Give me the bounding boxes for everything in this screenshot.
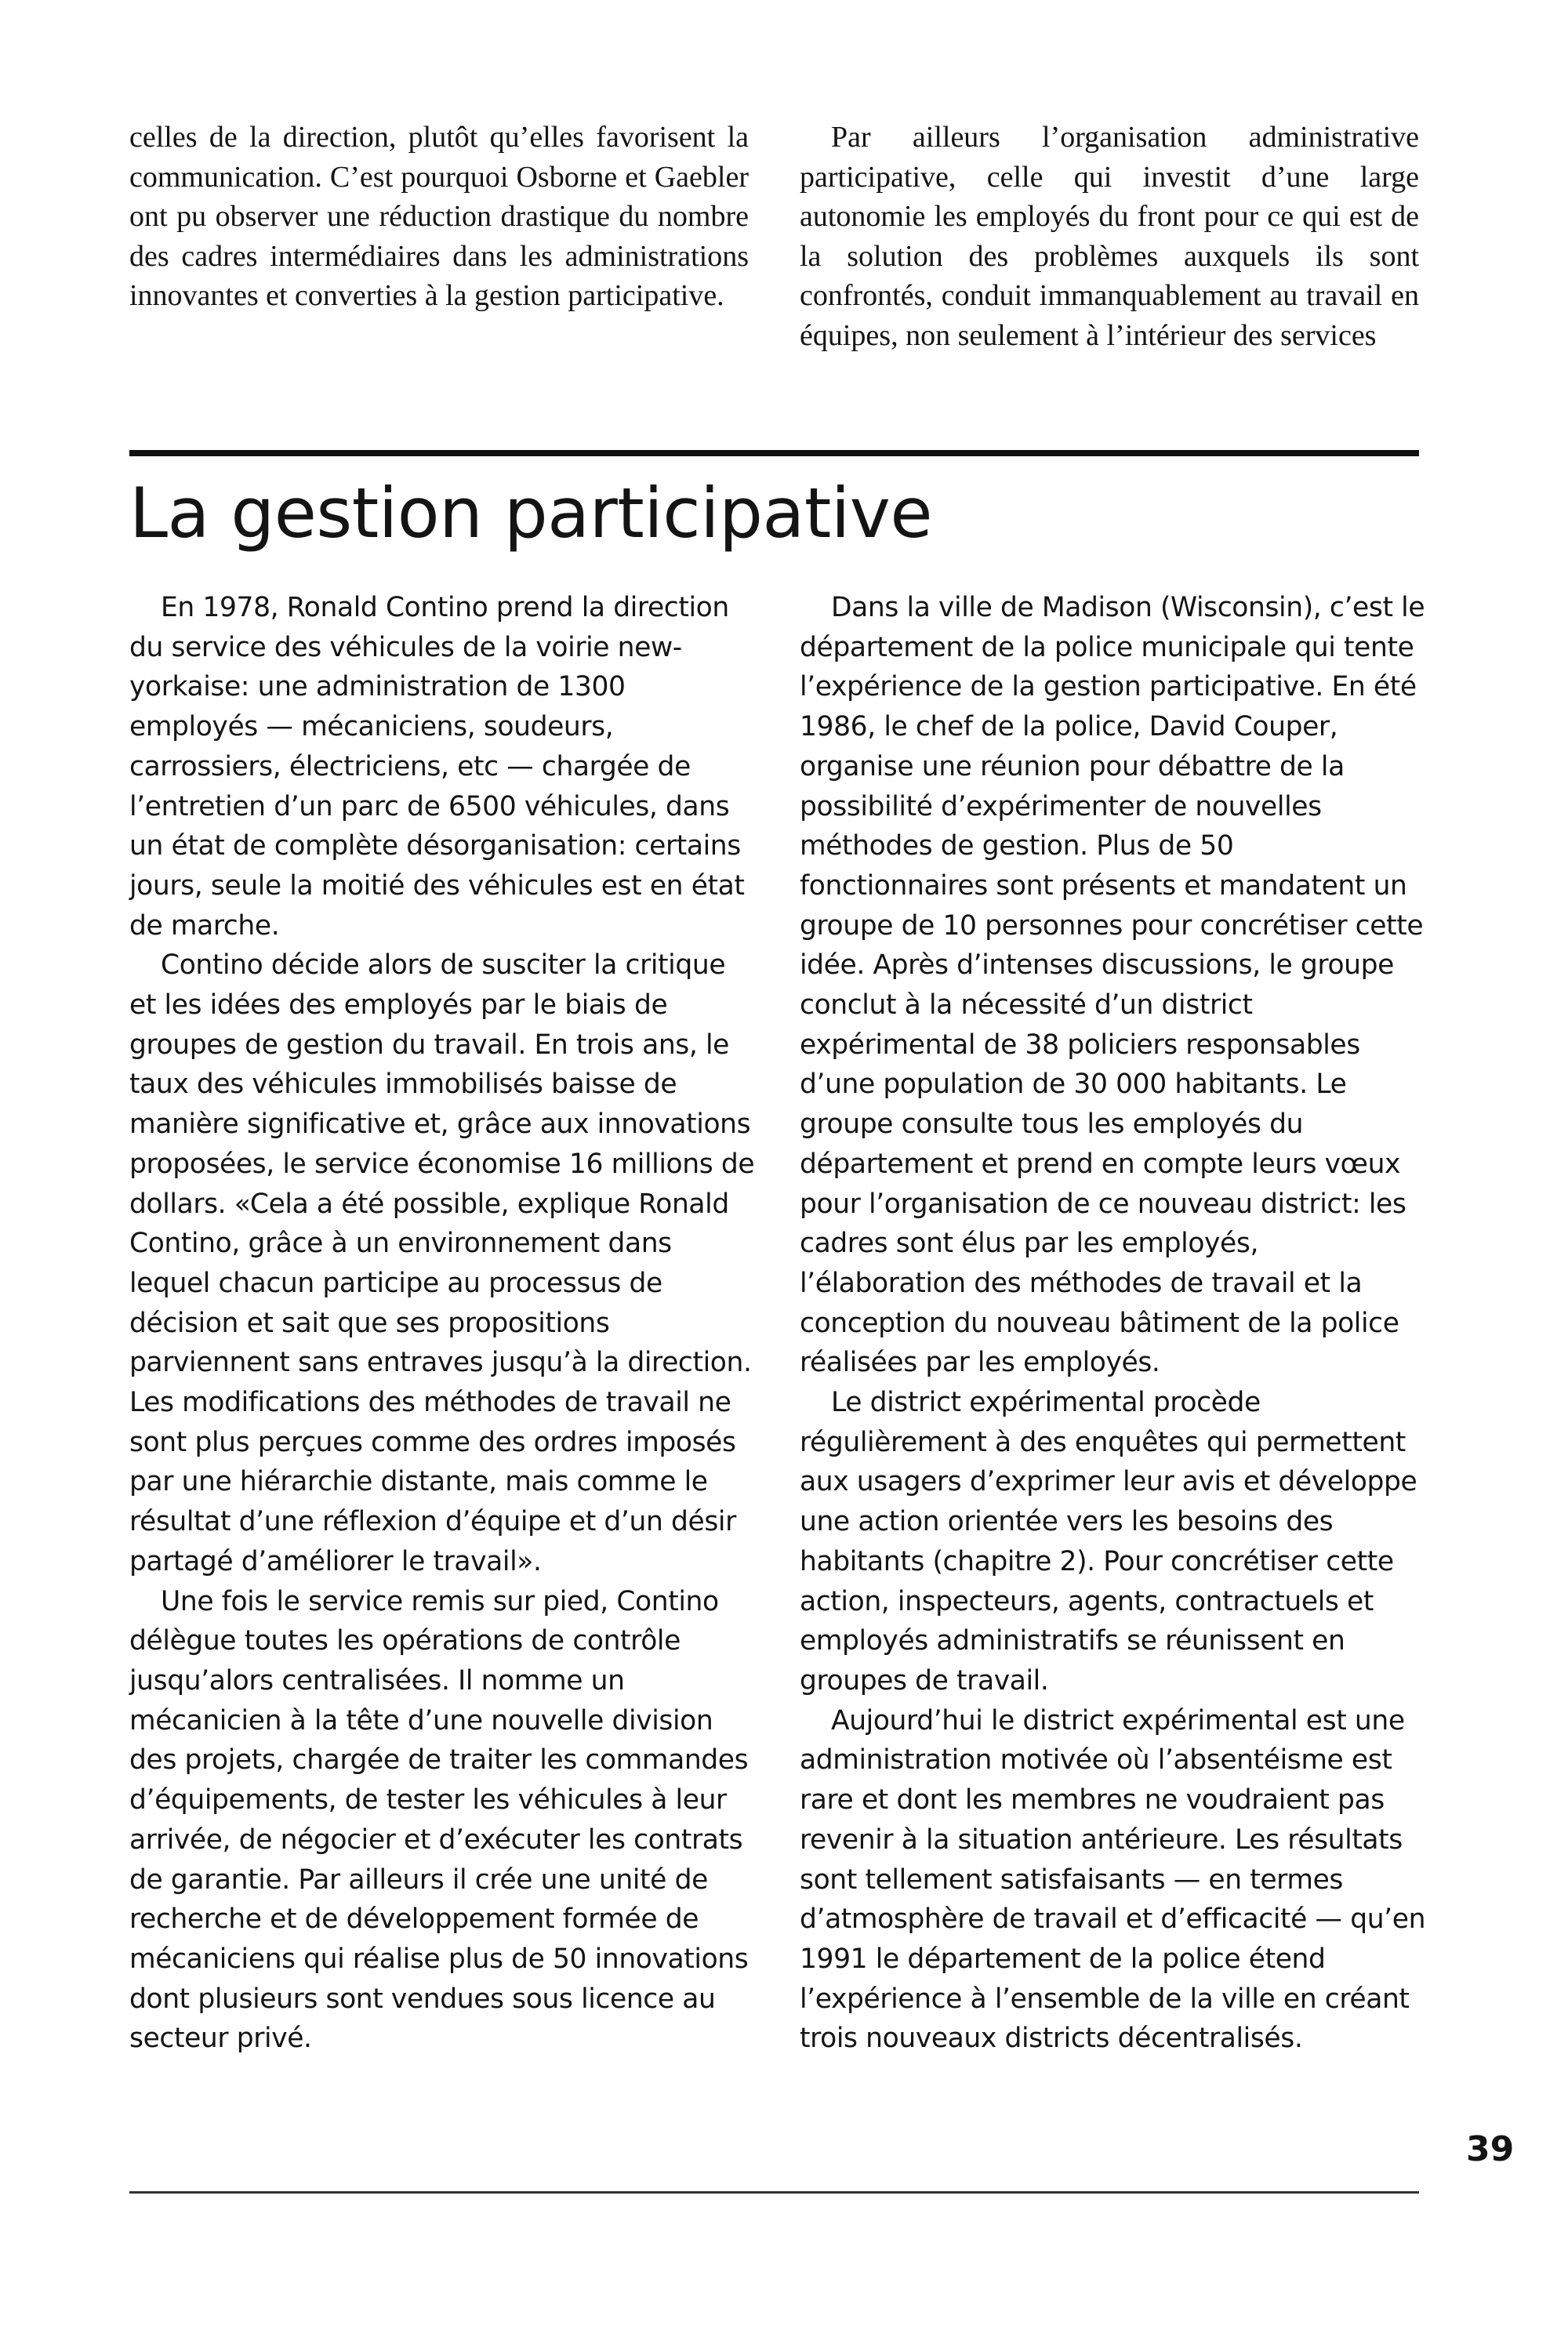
box-paragraph: Le district expérimental procède régulièrement à des enquêtes qui permettent aux usagers d’exprimer leur avis et développe une action orientée vers les besoins des habitants (chapitre 2). Pour concrétiser cette action, inspecteurs, agents, contractuels et employés administratifs se réunissent en groupes de travail. [800,1387,1417,1697]
box-paragraph: Dans la ville de Madison (Wisconsin), c’est le département de la police municipale qui tente l’expérience de la gestion participative. En été 1986, le chef de la police, David Couper, organise une réunion pour débattre de la possibilité d’expérimenter de nouvelles méthodes de gestion. Plus de 50 fonctionnaires sont présents et mandatent un groupe de 10 personnes pour concrétiser cette idée. Après d’intenses discussions, le groupe conclut à la nécessité d’un district expérimental de 38 policiers responsables d’une population de 30 000 habitants. Le groupe consulte tous les employés du département et prend en compte leurs vœux pour l’organisation de ce nouveau district: les cadres sont élus par les employés, l’élaboration des méthodes de travail et la conception du nouveau bâtiment de la police réalisées par les employés. [800,592,1425,1379]
box-paragraph: Une fois le service remis sur pied, Contino délègue toutes les opérations de contrôle jusqu’alors centralisées. Il nomme un mécanicien à la tête d’une nouvelle division des projets, chargée de traiter les commandes d’équipements, de tester les véhicules à leur arrivée, de négocier et d’exécuter les contrats de garantie. Par ailleurs il crée une unité de recherche et de développement formée de mécaniciens qui réalise plus de 50 innovations dont plusieurs sont vendues sous licence au secteur privé. [129,1585,749,2055]
box-left-column [129,588,757,2059]
box-paragraph: En 1978, Ronald Contino prend la direction du service des véhicules de la voirie new-yorkaise: une administration de 1300 employés — mécaniciens, soudeurs, carrossiers, électriciens, etc — chargée de l’entretien d’un parc de 6500 véhicules, dans un état de complète désorganisation: certains jours, seule la moitié des véhicules est en état de marche. [129,592,745,942]
top-right-column [800,118,1419,355]
box-right-column [800,588,1427,2059]
box-top-rule [129,450,1419,456]
box-title: La gestion participative [129,473,933,553]
page-number: 39 [1466,2129,1515,2169]
box-paragraph: Aujourd’hui le district expérimental est une administration motivée où l’absentéisme est rare et dont les membres ne voudraient pas revenir à la situation antérieure. Les résultats sont tellement satisfaisants — en termes d’atmosphère de travail et d’efficacité — qu’en 1991 le département de la police étend l’expérience à l’ensemble de la ville en créant trois nouveaux districts décentralisés. [800,1704,1426,2055]
top-left-paragraph: celles de la direction, plutôt qu’elles favorisent la communication. C’est pourquoi Osborne et Gaebler ont pu observer une réduction drastique du nombre des cadres intermédiaires dans les administrations innovantes et converties à la gestion participative. [129,121,749,312]
box-bottom-rule [129,2191,1419,2194]
top-left-column [129,118,749,316]
box-paragraph: Contino décide alors de susciter la critique et les idées des employés par le biais de groupes de gestion du travail. En trois ans, le taux des véhicules immobilisés baisse de manière significative et, grâce aux innovations proposées, le service économise 16 millions de dollars. «Cela a été possible, explique Ronald Contino, grâce à un environnement dans lequel chacun participe au processus de décision et sait que ses propositions parviennent sans entraves jusqu’à la direction. Les modifications des méthodes de travail ne sont plus perçues comme des ordres imposés par une hiérarchie distante, mais comme le résultat d’une réflexion d’équipe et d’un désir partagé d’améliorer le travail». [129,949,755,1577]
top-right-paragraph: Par ailleurs l’organisation administrative participative, celle qui investit d’une large autonomie les employés du front pour ce qui est de la solution des problèmes auxquels ils sont confrontés, conduit immanquablement au travail en équipes, non seulement à l’intérieur des services [800,121,1419,352]
